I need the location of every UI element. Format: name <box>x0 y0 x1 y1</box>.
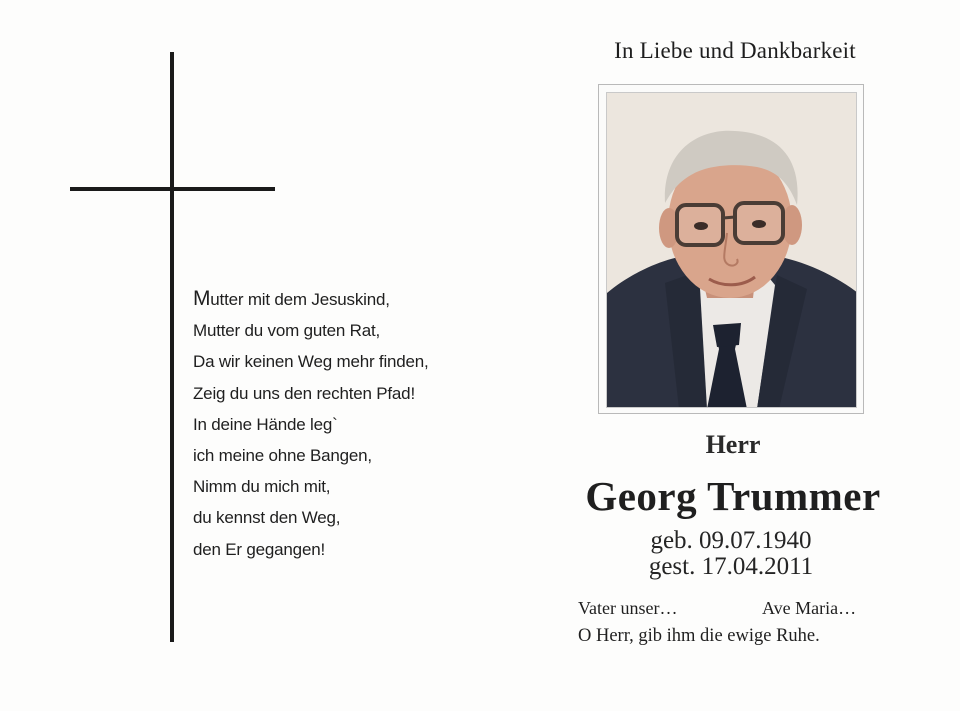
prayer-lines <box>578 598 898 646</box>
dedication-heading: In Liebe und Dankbarkeit <box>614 38 856 63</box>
poem-line: du kennst den Weg, <box>193 508 341 528</box>
death-date: gest. 17.04.2011 <box>648 553 814 580</box>
poem <box>193 283 493 565</box>
portrait-photo <box>606 92 857 408</box>
prayer-ave-maria: Ave Maria… <box>762 598 857 618</box>
birth-date: geb. 09.07.1940 <box>650 527 812 554</box>
cross-vertical-beam <box>170 52 174 642</box>
prayer-vater-unser: Vater unser… <box>578 598 678 618</box>
cross-horizontal-beam <box>70 187 275 191</box>
poem-line: Nimm du mich mit, <box>193 477 331 497</box>
poem-line: In deine Hände leg` <box>193 414 338 434</box>
poem-line: Da wir keinen Weg mehr finden, <box>193 352 429 372</box>
poem-line: Mutter mit dem Jesuskind, <box>193 287 390 310</box>
deceased-name: Georg Trummer <box>585 473 881 519</box>
honorific: Herr <box>705 430 761 459</box>
life-dates <box>600 528 862 580</box>
poem-line: Mutter du vom guten Rat, <box>193 321 381 341</box>
prayer-closing: O Herr, gib ihm die ewige Ruhe. <box>578 626 820 646</box>
poem-line: den Er gegangen! <box>193 539 325 559</box>
poem-line: Zeig du uns den rechten Pfad! <box>193 383 415 403</box>
poem-line: ich meine ohne Bangen, <box>193 446 372 466</box>
